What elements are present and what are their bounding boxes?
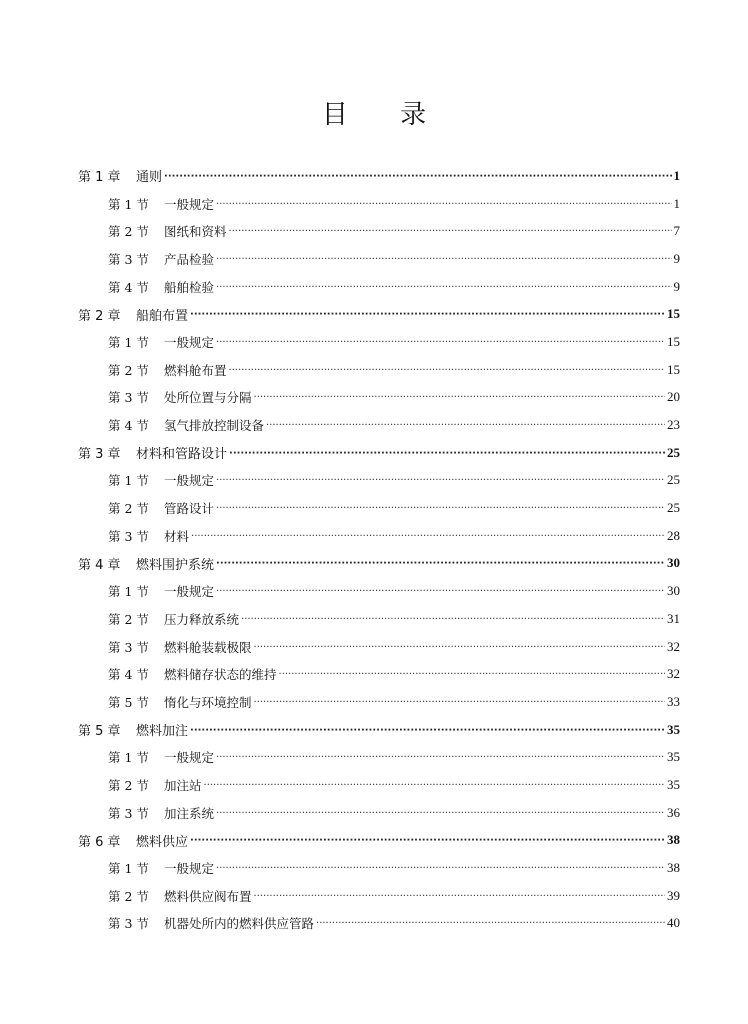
- dot-leader: [254, 391, 665, 405]
- toc-section-entry: [78, 467, 680, 495]
- toc-entry-number: 第 1 节: [108, 750, 149, 766]
- dot-leader: [190, 308, 665, 322]
- toc-chapter-entry: [78, 716, 680, 744]
- toc-section-entry: [78, 384, 680, 412]
- toc-entry-title: 船舶检验: [164, 279, 215, 295]
- dot-leader: [229, 447, 665, 461]
- toc-section-entry: [78, 273, 680, 301]
- toc-entry-number: 第 3 节: [108, 528, 149, 544]
- toc-section-entry: [78, 633, 680, 661]
- toc-entry-page-number: 20: [667, 389, 680, 405]
- toc-entry-title: 一般规定: [164, 861, 215, 877]
- dot-leader: [190, 834, 665, 848]
- toc-entry-number: 第 2 节: [108, 888, 149, 904]
- toc-entry-page-number: 33: [667, 693, 680, 709]
- table-of-contents: [78, 162, 680, 937]
- toc-section-entry: [78, 522, 680, 550]
- toc-section-entry: [78, 799, 680, 827]
- toc-entry-page-number: 1: [673, 167, 680, 183]
- toc-entry-number: 第 5 章: [78, 724, 121, 740]
- toc-entry-number: 第 1 节: [108, 334, 149, 350]
- toc-entry-number: 第 4 节: [108, 279, 149, 295]
- toc-entry-number: 第 2 节: [108, 611, 149, 627]
- toc-entry-page-number: 1: [673, 195, 680, 211]
- toc-entry-page-number: 35: [667, 749, 680, 765]
- toc-entry-page-number: 23: [667, 417, 680, 433]
- dot-leader: [216, 198, 671, 212]
- toc-entry-title: 压力释放系统: [164, 611, 240, 627]
- toc-entry-title: 处所位置与分隔: [164, 390, 252, 406]
- toc-entry-title: 燃料围护系统: [136, 557, 215, 573]
- toc-entry-page-number: 38: [667, 832, 680, 848]
- dot-leader: [216, 557, 665, 571]
- toc-entry-number: 第 3 节: [108, 251, 149, 267]
- toc-section-entry: [78, 411, 680, 439]
- toc-entry-number: 第 1 节: [108, 584, 149, 600]
- toc-entry-number: 第 3 节: [108, 390, 149, 406]
- toc-entry-page-number: 35: [667, 721, 680, 737]
- dot-leader: [190, 724, 665, 738]
- toc-section-entry: [78, 743, 680, 771]
- toc-entry-number: 第 4 节: [108, 667, 149, 683]
- toc-chapter-entry: [78, 827, 680, 855]
- toc-entry-page-number: 9: [673, 278, 680, 294]
- toc-entry-page-number: 28: [667, 527, 680, 543]
- dot-leader: [216, 862, 665, 876]
- toc-entry-page-number: 9: [673, 250, 680, 266]
- toc-entry-title: 一般规定: [164, 334, 215, 350]
- toc-section-entry: [78, 910, 680, 938]
- toc-entry-number: 第 2 节: [108, 224, 149, 240]
- toc-entry-page-number: 31: [667, 610, 680, 626]
- dot-leader: [279, 668, 665, 682]
- toc-section-entry: [78, 328, 680, 356]
- toc-entry-title: 燃料供应: [136, 834, 189, 850]
- toc-entry-number: 第 6 章: [78, 834, 121, 850]
- dot-leader: [216, 474, 665, 488]
- toc-entry-title: 管路设计: [164, 501, 215, 517]
- dot-leader: [216, 751, 665, 765]
- toc-entry-page-number: 40: [667, 915, 680, 931]
- toc-entry-number: 第 3 节: [108, 639, 149, 655]
- dot-leader: [216, 502, 665, 516]
- toc-entry-number: 第 3 节: [108, 916, 149, 932]
- toc-section-entry: [78, 577, 680, 605]
- toc-section-entry: [78, 882, 680, 910]
- toc-entry-title: 燃料舱布置: [164, 362, 227, 378]
- toc-entry-page-number: 25: [667, 472, 680, 488]
- toc-section-entry: [78, 771, 680, 799]
- toc-entry-page-number: 30: [667, 583, 680, 599]
- dot-leader: [254, 641, 665, 655]
- toc-section-entry: [78, 494, 680, 522]
- toc-chapter-entry: [78, 300, 680, 328]
- toc-entry-page-number: 7: [673, 223, 680, 239]
- toc-entry-title: 燃料储存状态的维持: [164, 667, 277, 683]
- toc-entry-title: 船舶布置: [136, 308, 189, 324]
- toc-entry-page-number: 32: [667, 666, 680, 682]
- toc-entry-number: 第 1 章: [78, 170, 121, 186]
- toc-entry-page-number: 15: [667, 333, 680, 349]
- toc-entry-number: 第 2 节: [108, 777, 149, 793]
- dot-leader: [191, 530, 665, 544]
- toc-entry-page-number: 35: [667, 776, 680, 792]
- toc-entry-page-number: 25: [667, 444, 680, 460]
- toc-section-entry: [78, 854, 680, 882]
- dot-leader: [216, 253, 671, 267]
- toc-entry-number: 第 5 节: [108, 694, 149, 710]
- dot-leader: [241, 613, 665, 627]
- toc-entry-number: 第 3 节: [108, 805, 149, 821]
- dot-leader: [216, 585, 665, 599]
- toc-section-entry: [78, 356, 680, 384]
- toc-entry-title: 一般规定: [164, 584, 215, 600]
- dot-leader: [316, 917, 665, 931]
- dot-leader: [216, 281, 671, 295]
- dot-leader: [229, 364, 665, 378]
- toc-section-entry: [78, 245, 680, 273]
- toc-section-entry: [78, 190, 680, 218]
- toc-entry-number: 第 1 节: [108, 861, 149, 877]
- toc-entry-page-number: 39: [667, 887, 680, 903]
- dot-leader: [204, 779, 665, 793]
- toc-entry-number: 第 2 章: [78, 308, 121, 324]
- toc-section-entry: [78, 688, 680, 716]
- toc-entry-number: 第 4 节: [108, 418, 149, 434]
- toc-entry-page-number: 15: [667, 306, 680, 322]
- toc-entry-number: 第 2 节: [108, 501, 149, 517]
- toc-section-entry: [78, 217, 680, 245]
- toc-entry-title: 加注站: [164, 777, 202, 793]
- toc-entry-number: 第 4 章: [78, 557, 121, 573]
- toc-chapter-entry: [78, 550, 680, 578]
- toc-entry-title: 一般规定: [164, 750, 215, 766]
- dot-leader: [229, 225, 672, 239]
- toc-entry-title: 通则: [136, 170, 163, 186]
- toc-entry-page-number: 38: [667, 860, 680, 876]
- toc-entry-number: 第 3 章: [78, 447, 121, 463]
- toc-entry-title: 图纸和资料: [164, 224, 227, 240]
- toc-section-entry: [78, 605, 680, 633]
- toc-entry-number: 第 2 节: [108, 362, 149, 378]
- toc-entry-title: 材料: [164, 528, 190, 544]
- toc-entry-number: 第 1 节: [108, 196, 149, 212]
- toc-chapter-entry: [78, 439, 680, 467]
- toc-entry-page-number: 36: [667, 804, 680, 820]
- toc-entry-title: 燃料舱装载极限: [164, 639, 252, 655]
- toc-entry-title: 加注系统: [164, 805, 215, 821]
- dot-leader: [254, 890, 665, 904]
- toc-entry-title: 惰化与环境控制: [164, 694, 252, 710]
- dot-leader: [216, 807, 665, 821]
- toc-entry-page-number: 25: [667, 500, 680, 516]
- toc-entry-page-number: 32: [667, 638, 680, 654]
- toc-entry-page-number: 30: [667, 555, 680, 571]
- toc-entry-number: 第 1 节: [108, 473, 149, 489]
- page-title: 目 录: [321, 100, 449, 130]
- toc-entry-title: 材料和管路设计: [136, 447, 228, 463]
- toc-entry-title: 一般规定: [164, 196, 215, 212]
- toc-entry-title: 氢气排放控制设备: [164, 418, 265, 434]
- dot-leader: [216, 336, 665, 350]
- toc-section-entry: [78, 660, 680, 688]
- dot-leader: [266, 419, 665, 433]
- dot-leader: [254, 696, 665, 710]
- toc-entry-page-number: 15: [667, 361, 680, 377]
- toc-chapter-entry: [78, 162, 680, 190]
- dot-leader: [164, 170, 671, 184]
- toc-entry-title: 一般规定: [164, 473, 215, 489]
- toc-entry-title: 燃料供应阀布置: [164, 888, 252, 904]
- toc-entry-title: 燃料加注: [136, 724, 189, 740]
- toc-entry-title: 产品检验: [164, 251, 215, 267]
- toc-entry-title: 机器处所内的燃料供应管路: [164, 916, 315, 932]
